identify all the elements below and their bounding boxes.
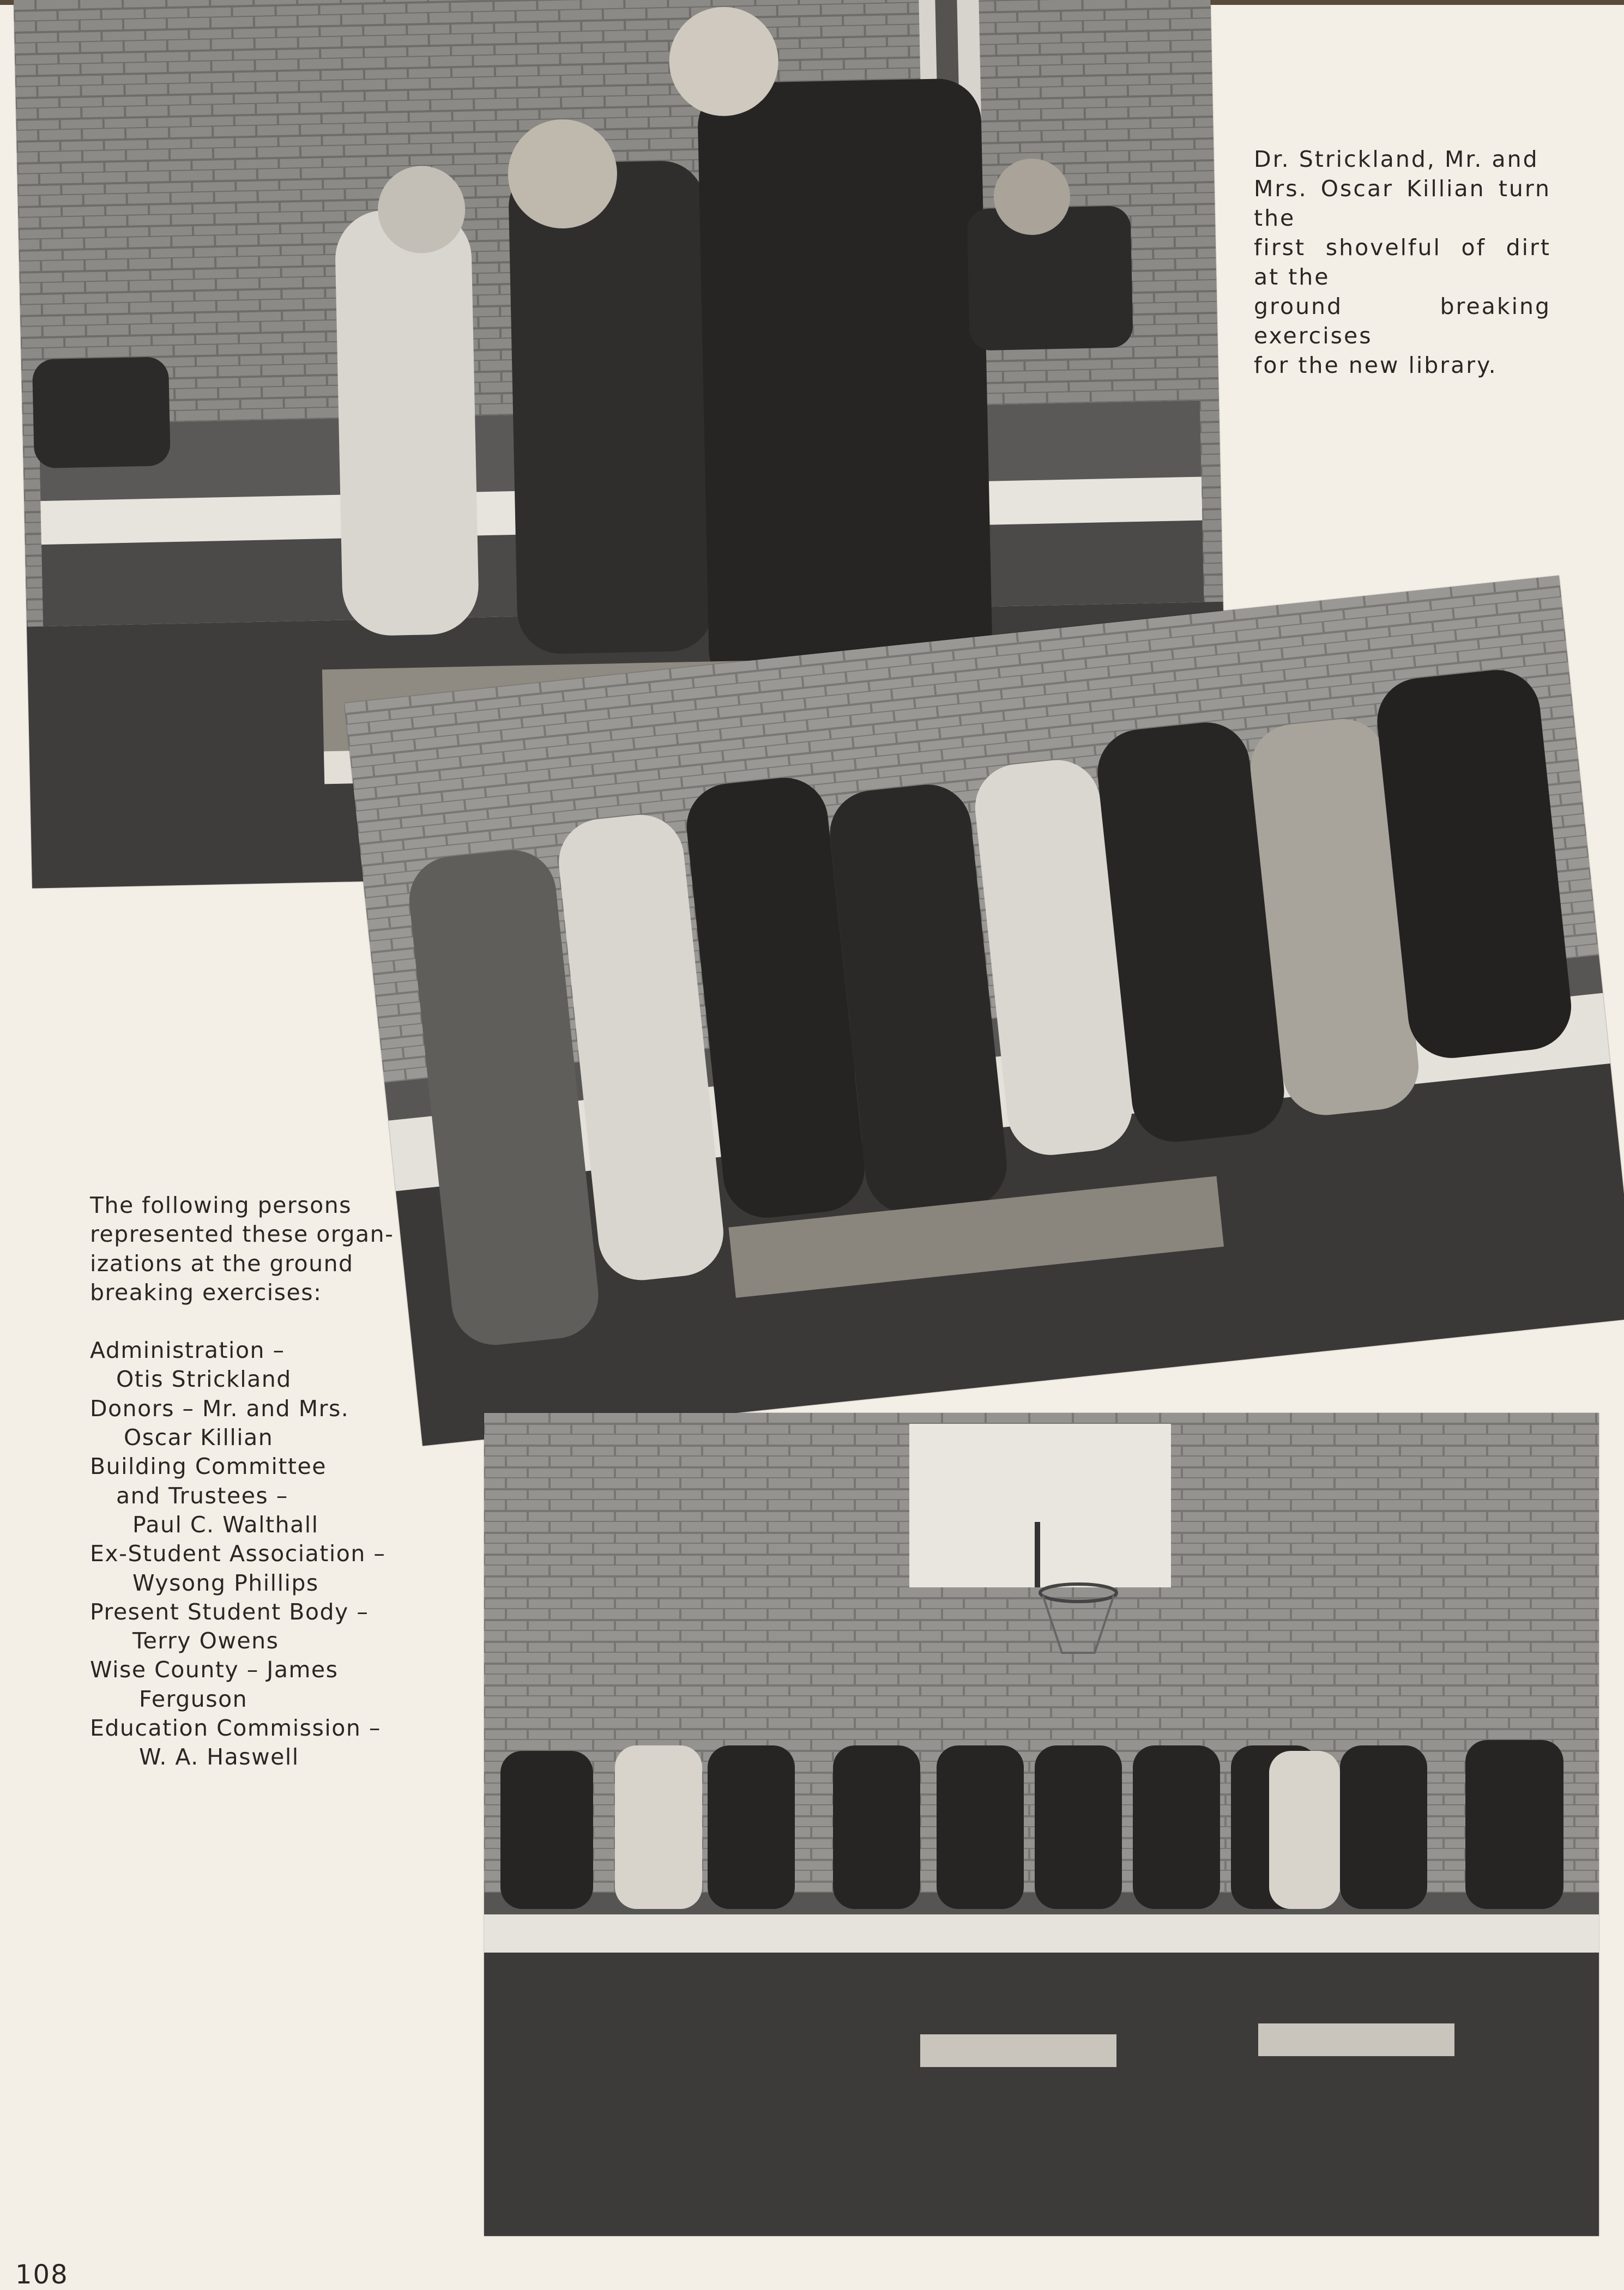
page-number: 108 [15,2259,69,2290]
caption-line: Mrs. Oscar Killian turn the [1254,176,1551,231]
list-entry: Ferguson [139,1685,248,1712]
list-entry: Administration – [90,1337,285,1364]
caption-line: Dr. Strickland, Mr. and [1254,146,1539,172]
list-entry: Paul C. Walthall [132,1511,319,1538]
list-entry: Donors – Mr. and Mrs. [90,1395,349,1422]
representatives-list [90,1191,395,1772]
photo3-illustration [484,1413,1599,2236]
list-entry: and Trustees – [116,1482,288,1509]
list-entry: Terry Owens [132,1628,279,1654]
spacer [90,1307,395,1336]
caption-line: for the new library. [1254,352,1498,378]
intro-line: izations at the ground [90,1250,354,1277]
photo-group-gymnasium [484,1413,1599,2236]
list-entry: Building Committee [90,1453,327,1480]
list-entry: Education Commission – [90,1715,381,1742]
list-entry: Wysong Phillips [132,1569,319,1596]
photo2-illustration [345,576,1624,1446]
caption-line: first shovelful of dirt at the [1254,234,1551,290]
list-entry: Otis Strickland [116,1366,292,1393]
intro-line: The following persons [90,1192,352,1218]
intro-line: represented these organ- [90,1221,394,1248]
photo-caption [1254,144,1551,380]
photo-representatives-with-shovels [345,576,1624,1446]
list-entry: Ex-Student Association – [90,1540,386,1567]
list-entry: Present Student Body – [90,1598,369,1625]
list-entry: Wise County – James [90,1657,339,1683]
list-entry: W. A. Haswell [139,1744,299,1771]
intro-line: breaking exercises: [90,1279,322,1306]
caption-line: ground breaking exercises [1254,293,1551,349]
list-entry: Oscar Killian [124,1424,274,1451]
